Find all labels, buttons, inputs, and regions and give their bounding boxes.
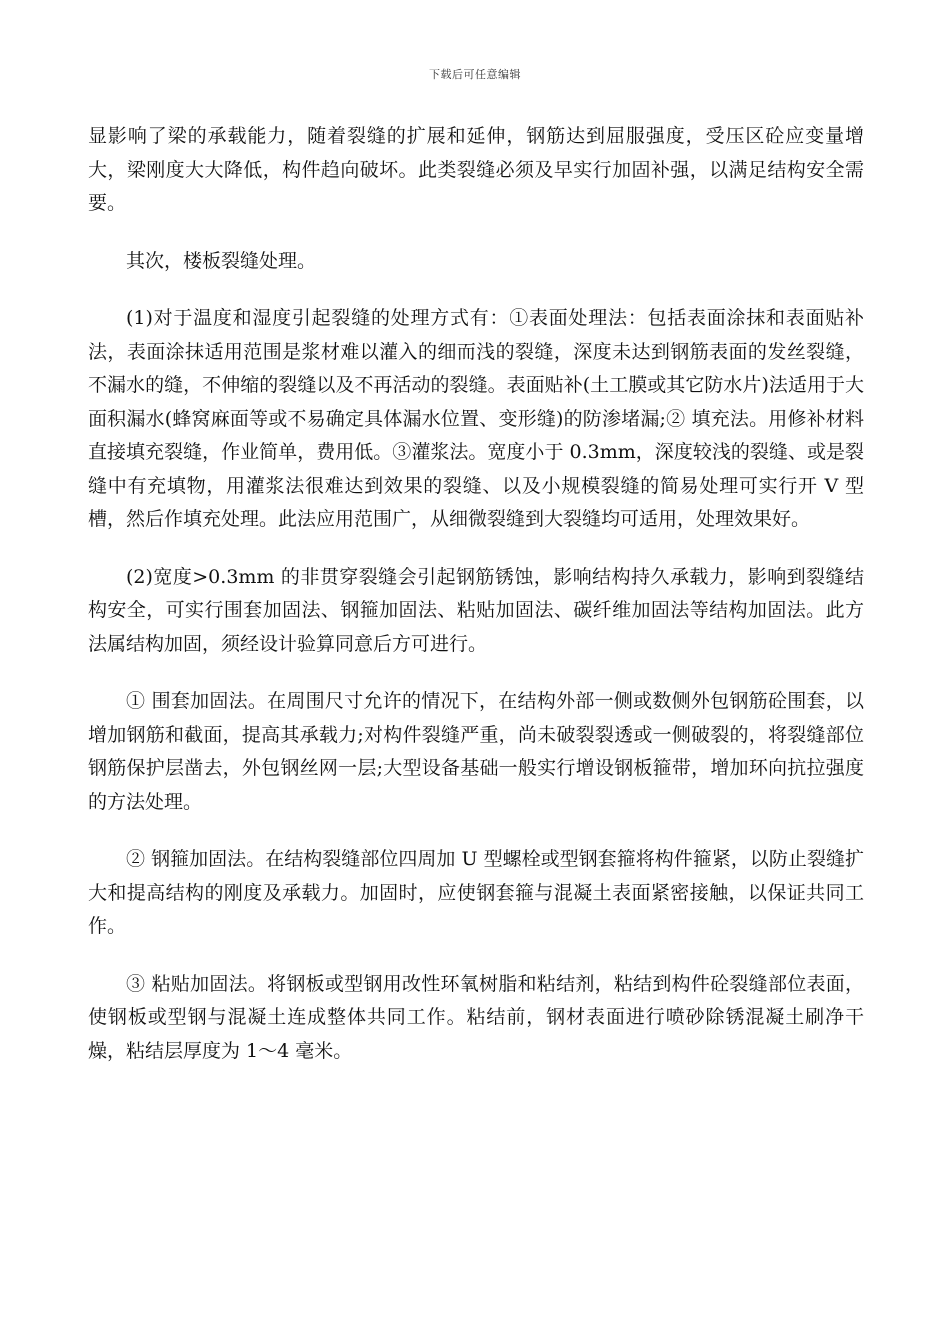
paragraph-section-heading: 其次，楼板裂缝处理。 xyxy=(126,249,317,272)
paragraph-jacketing-method: ① 围套加固法。在周围尺寸允许的情况下，在结构外部一侧或数侧外包钢筋砼围套，以增加钢筋和截面，提高其承载力;对构件裂缝严重，尚未破裂裂透或一侧破裂的，将裂缝部位钢筋保护层凿去，外包钢丝网一层;大型设备基础一般实行增设钢板箍带，增加环向抗拉强度的方法处理。 xyxy=(88,690,864,813)
document-body xyxy=(88,120,864,1068)
paragraph-hoop-method: ② 钢箍加固法。在结构裂缝部位四周加 U 型螺栓或型钢套箍将构件箍紧，以防止裂缝扩大和提高结构的刚度及承载力。加固时，应使钢套箍与混凝土表面紧密接触，以保证共同工作。 xyxy=(88,848,864,937)
paragraph-item-1: (1)对于温度和湿度引起裂缝的处理方式有：①表面处理法：包括表面涂抹和表面贴补法，表面涂抹适用范围是浆材难以灌入的细而浅的裂缝，深度未达到钢筋表面的发丝裂缝，不漏水的缝，不伸缩的裂缝以及不再活动的裂缝。表面贴补(土工膜或其它防水片)法适用于大面积漏水(蜂窝麻面等或不易确定具体漏水位置、变形缝)的防渗堵漏;② 填充法。用修补材料直接填充裂缝，作业简单，费用低。③灌浆法。宽度小于 0.3mm，深度较浅的裂缝、或是裂缝中有充填物，用灌浆法很难达到效果的裂缝、以及小规模裂缝的简易处理可实行开 V 型槽，然后作填充处理。此法应用范围广，从细微裂缝到大裂缝均可适用，处理效果好。 xyxy=(88,307,864,530)
paragraph-continuation: 显影响了梁的承载能力，随着裂缝的扩展和延伸，钢筋达到屈服强度，受压区砼应变量增大，梁刚度大大降低，构件趋向破坏。此类裂缝必须及早实行加固补强，以满足结构安全需要。 xyxy=(88,125,864,214)
paragraph-bonding-method: ③ 粘贴加固法。将钢板或型钢用改性环氧树脂和粘结剂，粘结到构件砼裂缝部位表面，使钢板或型钢与混凝土连成整体共同工作。粘结前，钢材表面进行喷砂除锈混凝土刷净干燥，粘结层厚度为 1～4 毫米。 xyxy=(88,972,864,1062)
page-header: 下载后可任意编辑 xyxy=(429,68,521,81)
paragraph-item-2: (2)宽度>0.3mm 的非贯穿裂缝会引起钢筋锈蚀，影响结构持久承载力，影响到裂缝结构安全，可实行围套加固法、钢箍加固法、粘贴加固法、碳纤维加固法等结构加固法。此方法属结构加固，须经设计验算同意后方可进行。 xyxy=(88,565,864,655)
